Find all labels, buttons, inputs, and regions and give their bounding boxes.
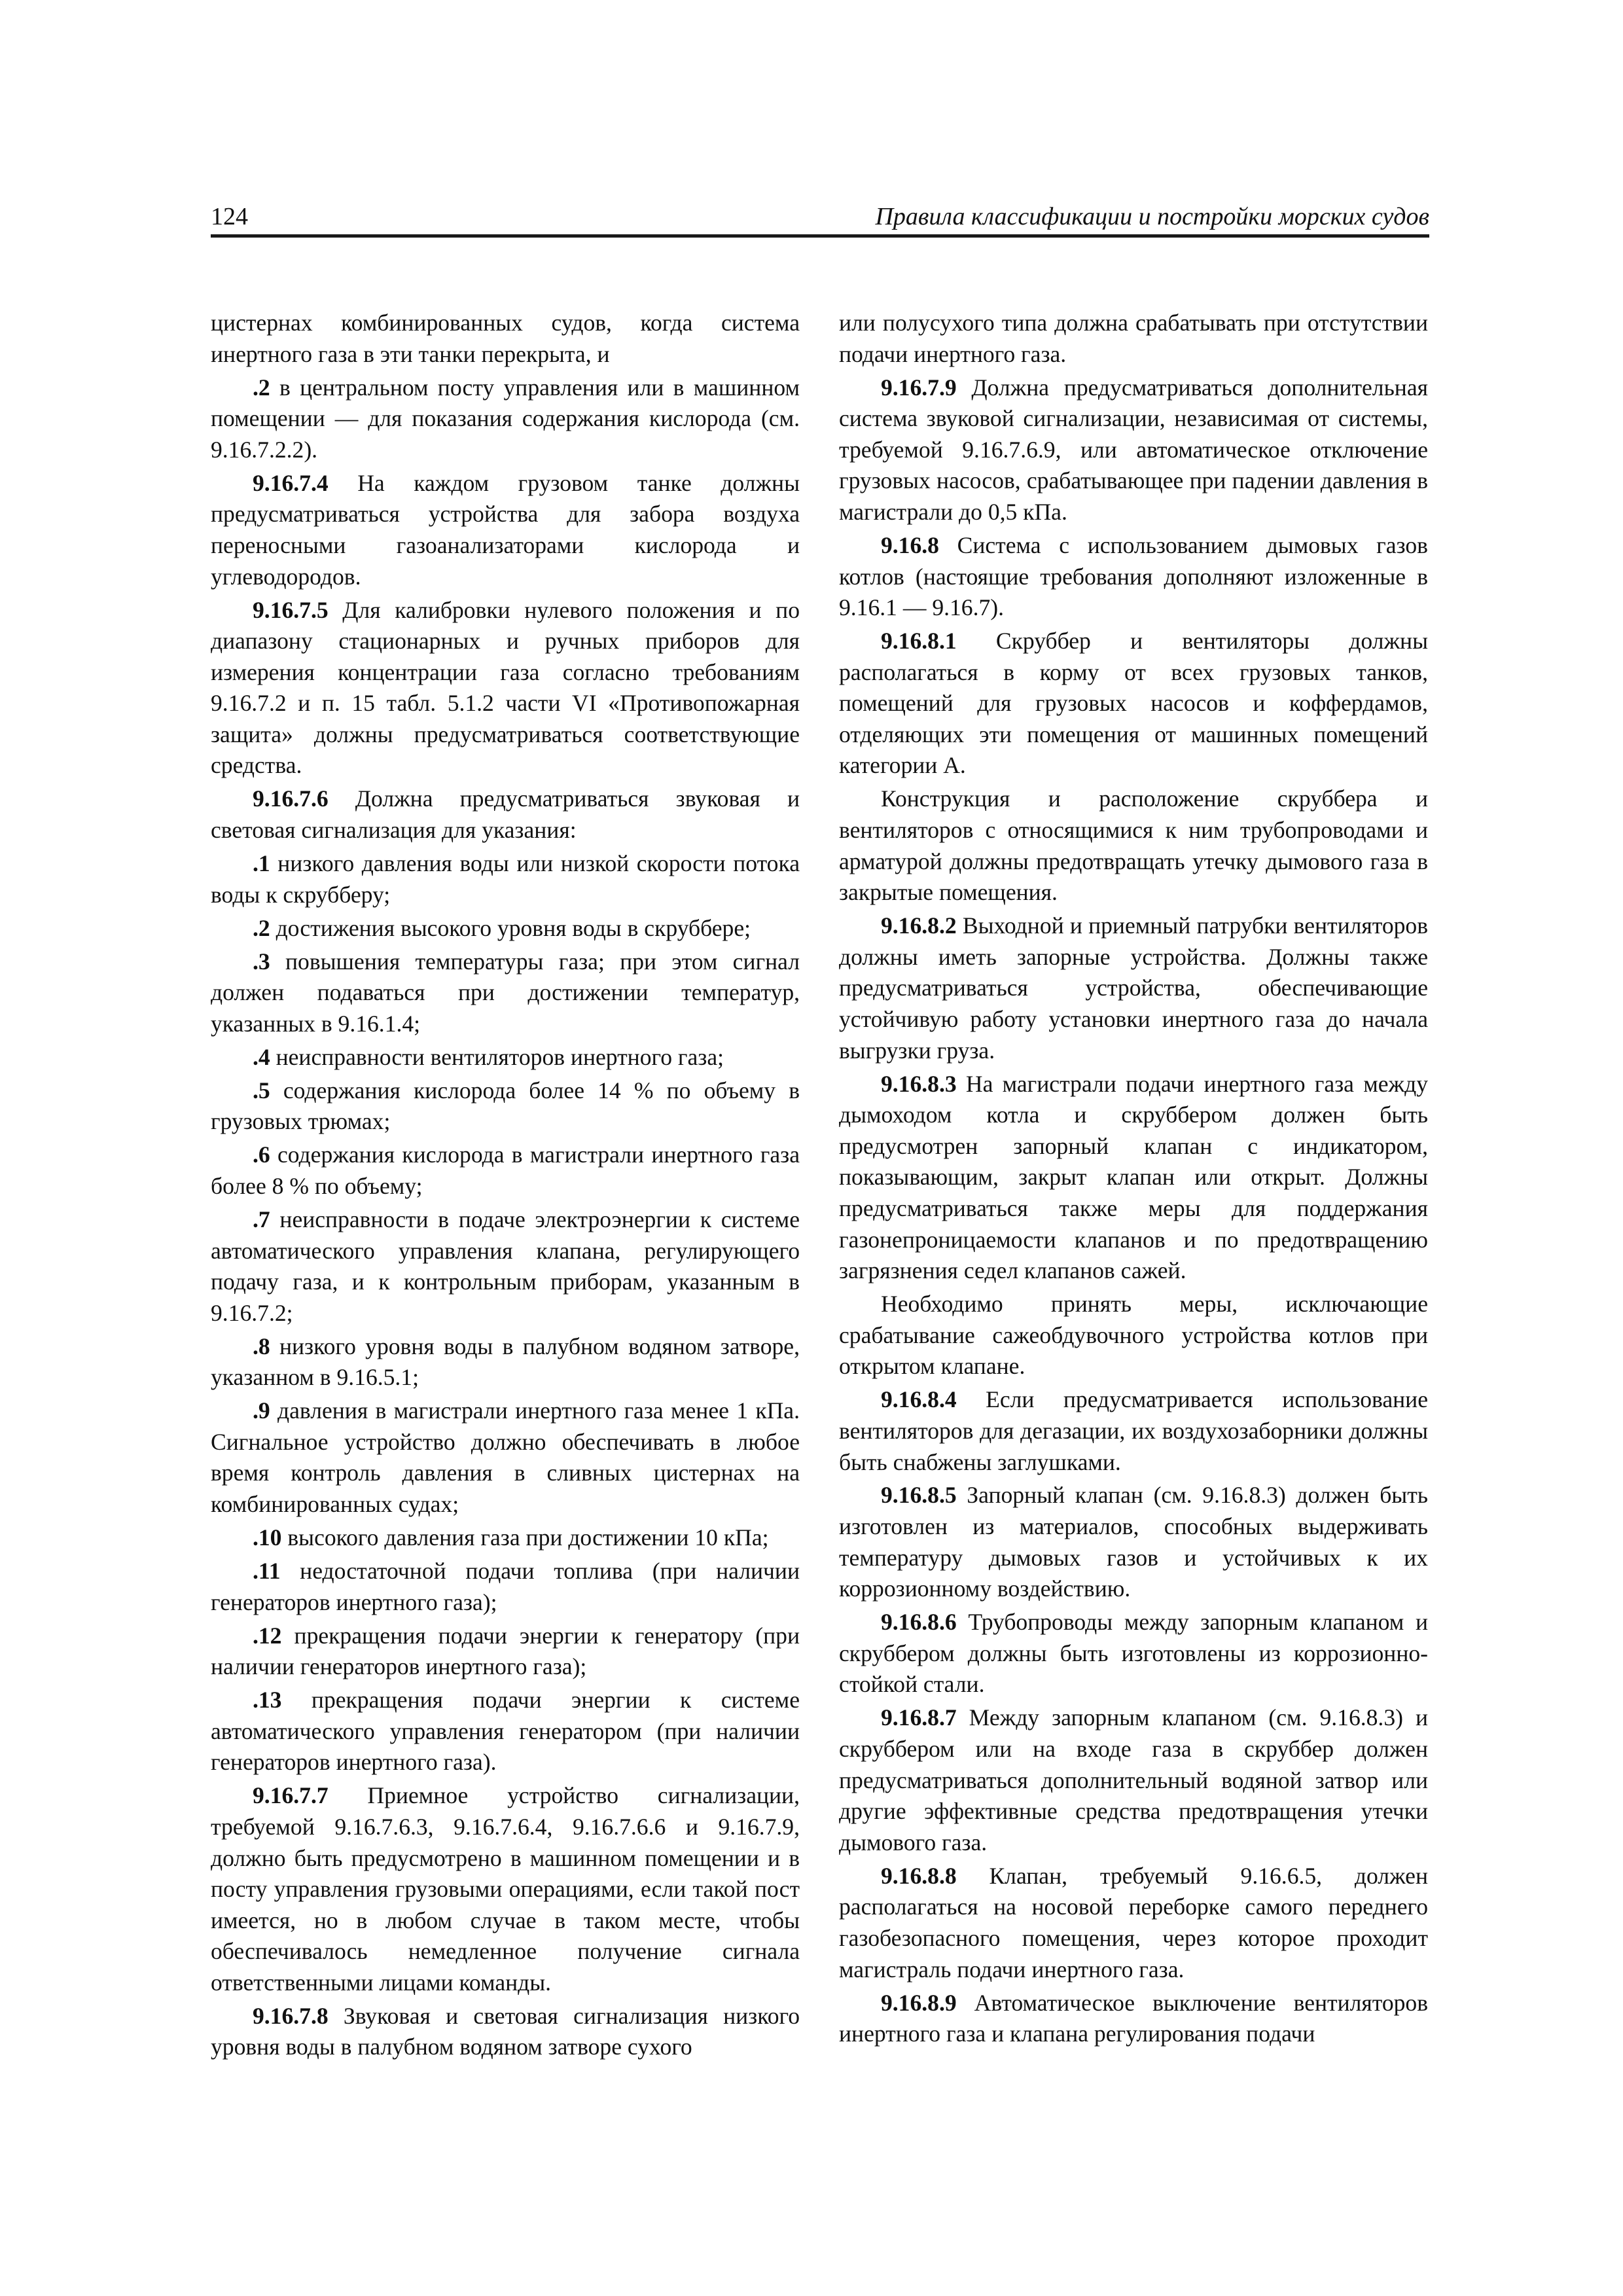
clause-number: 9.16.8.7 — [881, 1704, 957, 1731]
paragraph: цистернах комбинированных судов, когда система инертного газа в эти танки перекрыта, и — [211, 310, 800, 367]
paragraph: .10 высокого давления газа при достижении 10 кПа; — [253, 1524, 769, 1551]
paragraph: 9.16.8.7 Между запорным клапаном (см. 9.16.8.3) и скруббером или на входе газа в скруббер должен предусматриваться дополнительный водяной затвор или другие эффективные средства предотвращения утечки дымового газа. — [839, 1704, 1428, 1856]
paragraph: или полусухого типа должна срабатывать при отстутствии подачи инертного газа. — [839, 310, 1428, 367]
paragraph: .2 в центральном посту управления или в машинном помещении — для показания содержания кислорода (см. 9.16.7.2.2). — [211, 374, 800, 463]
paragraph: 9.16.8.9 Автоматическое выключение вентиляторов инертного газа и клапана регулирования подачи — [839, 1989, 1428, 2047]
clause-number: 9.16.8.8 — [881, 1862, 957, 1889]
paragraph: 9.16.7.6 Должна предусматриваться звуковая и световая сигнализация для указания: — [211, 785, 800, 844]
paragraph: 9.16.8.1 Скруббер и вентиляторы должны располагаться в корму от всех грузовых танков, помещений для грузовых насосов и коффердамов, отделяющих эти помещения от машинных помещений категории А. — [839, 628, 1428, 779]
right-text-column — [839, 308, 1428, 2052]
paragraph: 9.16.8.8 Клапан, требуемый 9.16.6.5, должен располагаться на носовой переборке самого переднего газобезопасного помещения, через которое проходит магистраль подачи инертного газа. — [839, 1862, 1428, 1982]
page-number: 124 — [211, 203, 248, 230]
clause-number: 9.16.7.9 — [881, 374, 957, 401]
clause-number: .6 — [253, 1141, 270, 1168]
paragraph: 9.16.7.9 Должна предусматриваться дополнительная система звуковой сигнализации, независимая от системы, требуемой 9.16.7.6.9, или автоматическое отключение грузовых насосов, срабатывающее при падении давления в магистрали до 0,5 кПа. — [839, 374, 1428, 525]
clause-number: 9.16.8.6 — [881, 1609, 957, 1636]
paragraph: .4 неисправности вентиляторов инертного газа; — [253, 1043, 724, 1070]
paragraph: 9.16.8.5 Запорный клапан (см. 9.16.8.3) должен быть изготовлен из материалов, способных выдерживать температуру дымовых газов и устойчивых к их коррозионному воздействию. — [839, 1482, 1428, 1602]
left-text-column — [211, 308, 800, 2065]
paragraph: 9.16.7.8 Звуковая и световая сигнализация низкого уровня воды в палубном водяном затворе сухого — [211, 2002, 800, 2060]
clause-number: 9.16.8.9 — [881, 1989, 957, 2016]
paragraph: .3 повышения температуры газа; при этом сигнал должен подаваться при достижении температур, указанных в 9.16.1.4; — [211, 948, 800, 1037]
paragraph: 9.16.8.4 Если предусматривается использование вентиляторов для дегазации, их воздухозаборники должны быть снабжены заглушками. — [839, 1386, 1428, 1475]
paragraph: .1 низкого давления воды или низкой скорости потока воды к скрубберу; — [211, 850, 800, 908]
paragraph: .8 низкого уровня воды в палубном водяном затворе, указанном в 9.16.5.1; — [211, 1333, 800, 1391]
paragraph: .13 прекращения подачи энергии к системе автоматического управления генератором (при наличии генераторов инертного газа). — [211, 1687, 800, 1776]
paragraph: 9.16.8 Система с использованием дымовых газов котлов (настоящие требования дополняют изложенные в 9.16.1 — 9.16.7). — [839, 531, 1428, 621]
clause-number: .10 — [253, 1524, 282, 1551]
clause-number: .11 — [253, 1558, 281, 1585]
clause-number: 9.16.7.8 — [253, 2002, 329, 2029]
clause-number: 9.16.7.7 — [253, 1782, 329, 1809]
clause-number: 9.16.7.4 — [253, 469, 329, 496]
paragraph: 9.16.7.4 На каждом грузовом танке должны предусматриваться устройства для забора воздуха переносными газоанализаторами кислорода и углеводородов. — [211, 469, 800, 590]
clause-number: 9.16.8.3 — [881, 1070, 957, 1097]
page-header — [211, 202, 1429, 238]
clause-number: .7 — [253, 1206, 270, 1232]
clause-number: .8 — [253, 1333, 270, 1359]
clause-number: 9.16.7.5 — [253, 596, 329, 623]
paragraph: .5 содержания кислорода более 14 % по объему в грузовых трюмах; — [211, 1077, 800, 1135]
paragraph: .7 неисправности в подаче электроэнергии к системе автоматического управления клапана, регулирующего подачу газа, и к контрольным приборам, указанным в 9.16.7.2; — [211, 1206, 800, 1326]
clause-number: 9.16.8.5 — [881, 1482, 957, 1509]
paragraph: .2 достижения высокого уровня воды в скруббере; — [253, 914, 751, 941]
clause-number: .4 — [253, 1043, 270, 1070]
clause-number: .5 — [253, 1077, 270, 1103]
paragraph: 9.16.7.7 Приемное устройство сигнализации, требуемой 9.16.7.6.3, 9.16.7.6.4, 9.16.7.6.6 и 9.16.7.9, должно быть предусмотрено в машинном помещении и в посту управления грузовыми операциями, если такой пост имеется, но в любом случае в таком месте, чтобы обеспечивалось немедленное получение сигнала ответственными лицами команды. — [211, 1782, 800, 1996]
paragraph: .6 содержания кислорода в магистрали инертного газа более 8 % по объему; — [211, 1141, 800, 1199]
paragraph: 9.16.7.5 Для калибровки нулевого положения и по диапазону стационарных и ручных приборов для измерения концентрации газа согласно требованиям 9.16.7.2 и п. 15 табл. 5.1.2 части VI «Противопожарная защита» должны предусматриваться соответствующие средства. — [211, 596, 800, 779]
paragraph: Конструкция и расположение скруббера и вентиляторов с относящимися к ним трубопроводами и арматурой должны предотвращать утечку дымового газа в закрытые помещения. — [839, 785, 1428, 906]
clause-number: .9 — [253, 1397, 270, 1424]
clause-number: .3 — [253, 948, 270, 975]
running-title: Правила классификации и постройки морских судов — [875, 203, 1429, 230]
paragraph: .11 недостаточной подачи топлива (при наличии генераторов инертного газа); — [211, 1558, 800, 1615]
paragraph: Необходимо принять меры, исключающие срабатывание сажеобдувочного устройства котлов при открытом клапане. — [839, 1291, 1428, 1380]
clause-number: .13 — [253, 1687, 282, 1713]
paragraph: .9 давления в магистрали инертного газа менее 1 кПа. Сигнальное устройство должно обеспечивать в любое время контроль давления в сливных цистернах на комбинированных судах; — [211, 1397, 800, 1518]
paragraph: .12 прекращения подачи энергии к генератору (при наличии генераторов инертного газа); — [211, 1622, 800, 1680]
clause-number: 9.16.8.2 — [881, 912, 957, 939]
clause-number: 9.16.8 — [881, 531, 939, 558]
clause-number: 9.16.8.4 — [881, 1386, 957, 1413]
clause-number: .12 — [253, 1622, 282, 1649]
clause-number: 9.16.7.6 — [253, 785, 329, 812]
paragraph: 9.16.8.6 Трубопроводы между запорным клапаном и скруббером должны быть изготовлены из коррозионно-стойкой стали. — [839, 1609, 1428, 1698]
clause-number: .2 — [253, 914, 270, 941]
paragraph: 9.16.8.2 Выходной и приемный патрубки вентиляторов должны иметь запорные устройства. Должны также предусматриваться устройства, обеспечивающие устойчивую работу установки инертного газа до начала выгрузки груза. — [839, 912, 1428, 1064]
clause-number: .1 — [253, 850, 270, 877]
clause-number: 9.16.8.1 — [881, 628, 957, 655]
paragraph: 9.16.8.3 На магистрали подачи инертного газа между дымоходом котла и скруббером должен быть предусмотрен запорный клапан с индикатором, показывающим, закрыт клапан или открыт. Должны предусматриваться также меры для поддержания газонепроницаемости клапанов и по предотвращению загрязнения седел клапанов сажей. — [839, 1070, 1428, 1284]
clause-number: .2 — [253, 374, 270, 401]
